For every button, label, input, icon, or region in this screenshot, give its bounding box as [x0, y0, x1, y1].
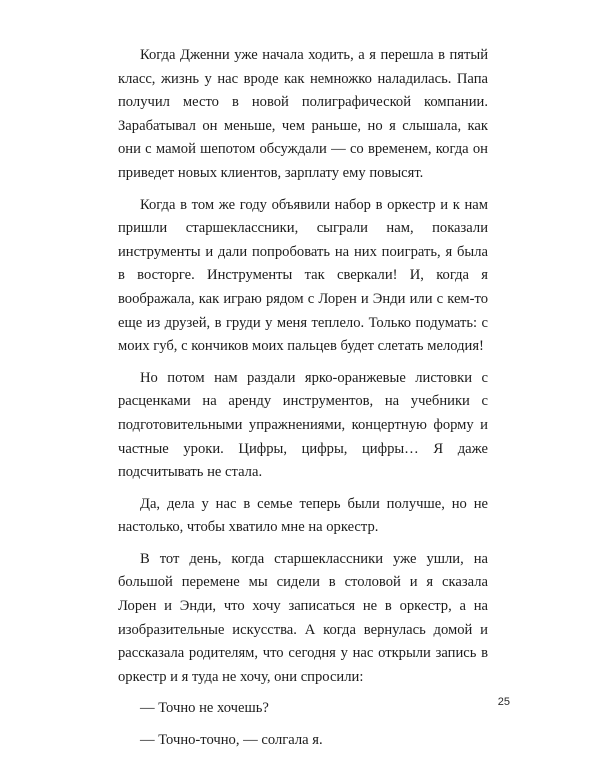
- page-number: 25: [497, 696, 510, 708]
- paragraph: Да, дела у нас в семье теперь были получше, но не настолько, чтобы хватило мне на оркестр.: [118, 495, 488, 536]
- paragraph: Когда Дженни уже начала ходить, а я перешла в пятый класс, жизнь у нас вроде как немножко наладилась. Папа получил место в новой полиграфической компании. Зарабатывал он меньше, чем раньше, но я слышала, как они с мамой шепотом обсуждали — со временем, когда он приведет новых клиентов, зарплату ему повысят.: [118, 47, 488, 181]
- body-text: [118, 44, 488, 761]
- paragraph: Но потом нам раздали ярко-оранжевые листовки с расценками на аренду инструментов, на учебники с подготовительными упражнениями, концертную форму и частные уроки. Цифры, цифры, цифры… Я даже подсчитывать не стала.: [118, 369, 488, 481]
- paragraph: Когда в том же году объявили набор в оркестр и к нам пришли старшеклассники, сыграли нам, показали инструменты и дали попробовать на них поиграть, я была в восторге. Инструменты так сверкали! И, когда я воображала, как играю рядом с Лорен и Энди или с кем-то еще из друзей, в груди у меня теплело. Только подумать: с моих губ, с кончиков моих пальцев будет слетать мелодия!: [118, 196, 488, 355]
- dialogue-line: — Точно-точно, — солгала я.: [140, 732, 323, 749]
- dialogue-line: — Точно не хочешь?: [140, 700, 269, 717]
- paragraph: В тот день, когда старшеклассники уже ушли, на большой перемене мы сидели в столовой и я сказала Лорен и Энди, что хочу записаться не в оркестр, а на изобразительные искусства. А когда вернулась домой и рассказала родителям, что сегодня у нас открыли запись в оркестр и я туда не хочу, они спросили:: [118, 550, 488, 685]
